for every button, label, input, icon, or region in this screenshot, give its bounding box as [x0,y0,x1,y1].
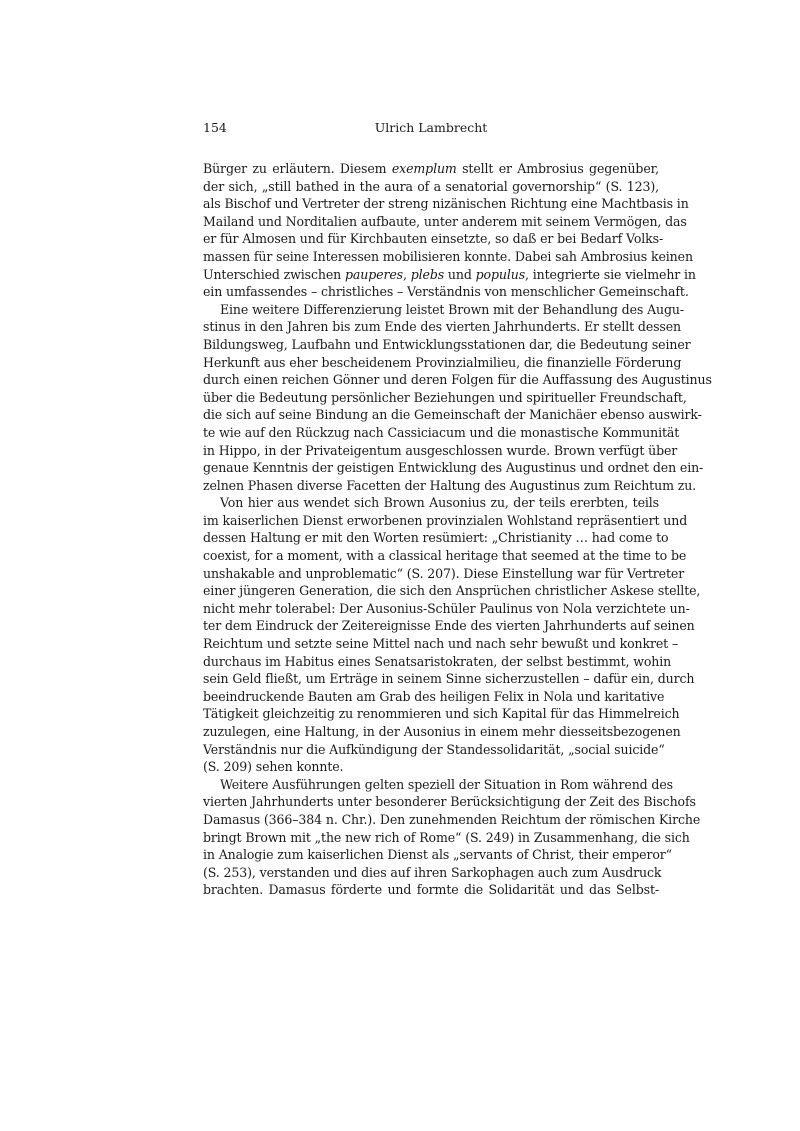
text-line: ein umfassendes – christliches – Verständnis von menschlicher Gemeinschaft. [203,284,689,300]
text-line: der sich, „still bathed in the aura of a senatorial governorship“ (S. 123), [203,178,659,194]
text-line: einer jüngeren Generation, die sich den Ansprüchen christlicher Askese stellte, [203,583,701,599]
text-line: die sich auf seine Bindung an die Gemeinschaft der Manichäer ebenso auswirk- [203,407,702,423]
text-line: sein Geld fließt, um Erträge in seinem Sinne sicherzustellen – dafür ein, durch [203,671,695,687]
text-line: vierten Jahrhunderts unter besonderer Berücksichtigung der Zeit des Bischofs [203,794,696,810]
paragraph-2 [203,301,712,495]
paragraph-1 [203,160,696,301]
text-line: massen für seine Interessen mobilisieren konnte. Dabei sah Ambrosius keinen [203,248,693,264]
text-line: ter dem Eindruck der Zeitereignisse Ende des vierten Jahrhunderts auf seinen [203,618,695,634]
text-line: Bildungsweg, Laufbahn und Entwicklungsstationen dar, die Bedeutung seiner [203,336,691,352]
text-line: Damasus (366–384 n. Chr.). Den zunehmenden Reichtum der römischen Kirche [203,811,701,827]
paragraph-3 [203,494,701,776]
text-line: Reichtum und setzte seine Mittel nach und nach sehr bewußt und konkret – [203,636,679,652]
text-line: Verständnis nur die Aufkündigung der Standessolidarität, „social suicide“ [203,741,665,757]
text-line: Weitere Ausführungen gelten speziell der Situation in Rom während des [220,776,673,792]
text-line: Eine weitere Differenzierung leistet Brown mit der Behandlung des Augu- [220,301,684,317]
text-line: te wie auf den Rückzug nach Cassiciacum und die monastische Kommunität [203,424,680,440]
text-line: coexist, for a moment, with a classical heritage that seemed at the time to be [203,548,687,564]
text-line: Tätigkeit gleichzeitig zu renommieren und sich Kapital für das Himmelreich [203,706,680,722]
document-page [203,119,712,899]
text-line: zuzulegen, eine Haltung, in der Ausonius in einem mehr diesseitsbezogenen [203,724,681,739]
text-line: durchaus im Habitus eines Senatsaristokraten, der selbst bestimmt, wohin [203,653,672,669]
body-text [203,160,712,899]
running-head [203,119,659,137]
text-line: brachten. Damasus förderte und formte die Solidarität und das Selbst- [203,882,659,898]
running-title: Ulrich Lambrecht [374,120,488,135]
text-line: er für Almosen und für Kirchbauten einsetzte, so daß er bei Bedarf Volks- [203,231,664,247]
text-line: zelnen Phasen diverse Facetten der Haltung des Augustinus zum Reichtum zu. [203,477,697,493]
text-line: genaue Kenntnis der geistigen Entwicklung des Augustinus und ordnet den ein- [203,460,704,476]
text-line: (S. 253), verstanden und dies auf ihren Sarkophagen auch zum Ausdruck [203,864,662,880]
text-line: durch einen reichen Gönner und deren Folgen für die Auffassung des Augustinus [203,372,712,388]
text-line: dessen Haltung er mit den Worten resümiert: „Christianity … had come to [203,530,669,546]
text-line: unshakable and unproblematic“ (S. 207). Diese Einstellung war für Vertreter [203,565,685,581]
text-line: in Analogie zum kaiserlichen Dienst als „servants of Christ, their emperor“ [203,847,672,863]
text-line: bringt Brown mit „the new rich of Rome“ (S. 249) in Zusammenhang, die sich [203,829,690,845]
text-line: im kaiserlichen Dienst erworbenen provinzialen Wohlstand repräsentiert und [203,512,688,528]
text-line: Unterschied zwischen pauperes, plebs und populus, integrierte sie vielmehr in [203,266,696,282]
text-line: Von hier aus wendet sich Brown Ausonius zu, der teils ererbten, teils [220,495,659,511]
text-line: nicht mehr tolerabel: Der Ausonius-Schüler Paulinus von Nola verzichtete un- [203,600,690,616]
text-line: stinus in den Jahren bis zum Ende des vierten Jahrhunderts. Er stellt dessen [203,319,682,335]
text-line: Herkunft aus eher bescheidenem Provinzialmilieu, die finanzielle Förderung [203,354,682,370]
text-line: Mailand und Norditalien aufbaute, unter anderem mit seinem Vermögen, das [203,213,687,229]
text-line: (S. 209) sehen konnte. [203,759,344,775]
text-line: in Hippo, in der Privateigentum ausgeschlossen wurde. Brown verfügt über [203,442,678,458]
paragraph-4 [203,776,701,899]
text-line: als Bischof und Vertreter der streng nizänischen Richtung eine Machtbasis in [203,196,689,212]
text-line: beeindruckende Bauten am Grab des heiligen Felix in Nola und karitative [203,688,665,704]
text-line: Bürger zu erläutern. Diesem exemplum stellt er Ambrosius gegenüber, [203,161,659,176]
text-line: über die Bedeutung persönlicher Beziehungen und spiritueller Freundschaft, [203,389,687,405]
page-number: 154 [203,120,227,135]
